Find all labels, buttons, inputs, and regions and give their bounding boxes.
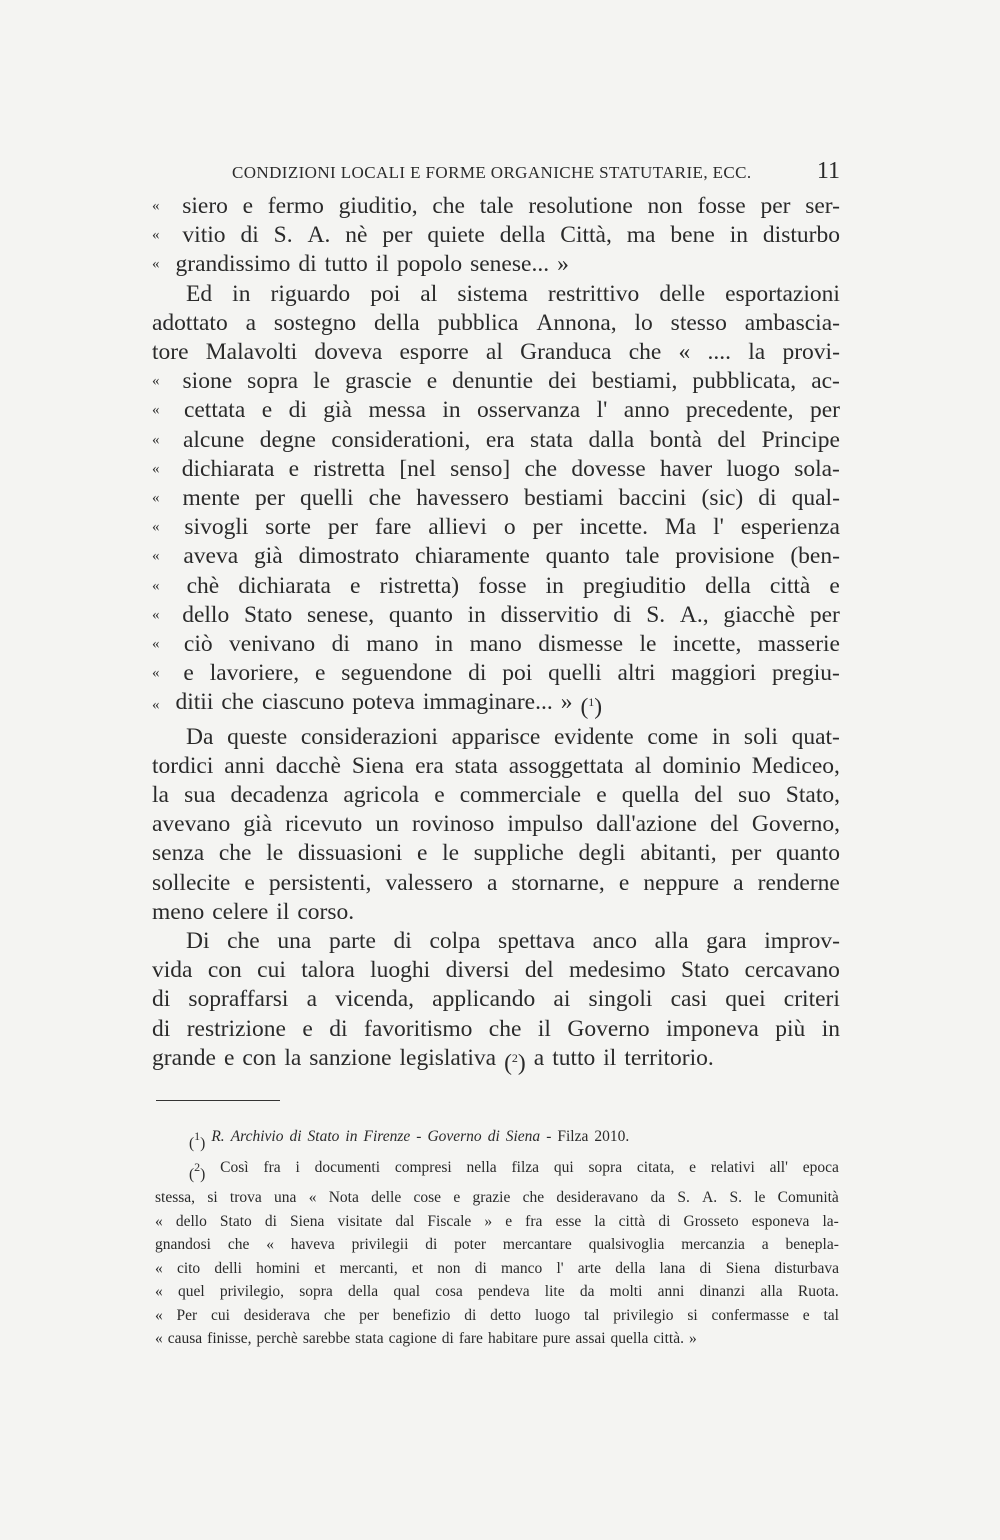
text-line: « mente per quelli che havessero bestiami baccini (sic) di qual- xyxy=(152,485,840,512)
running-head xyxy=(232,158,840,185)
text-line: di restrizione e di favoritismo che il Governo imponeva più in xyxy=(152,1015,840,1042)
text-line: Ed in riguardo poi al sistema restrittivo delle esportazioni xyxy=(186,280,840,307)
text-line: la sua decadenza agricola e commerciale e quella del suo Stato, xyxy=(152,782,840,809)
text-line: grande e con la sanzione legislativa ($^2$) a tutto il territorio. xyxy=(152,1044,714,1076)
footnote-line: ($^1$) R. Archivio di Stato in Firenze - Governo di Siena - Filza 2010. xyxy=(189,1128,630,1152)
running-title: CONDIZIONI LOCALI E FORME ORGANICHE STATUTARIE, ECC. xyxy=(232,163,752,182)
footnote-line: ($^2$) Così fra i documenti compresi nella filza qui sopra citata, e relativi all' epoca xyxy=(189,1158,839,1183)
text-line: « sione sopra le grascie e denuntie dei bestiami, pubblicata, ac- xyxy=(152,368,840,395)
footnote-line: « Per cui desiderava che per benefizio di detto luogo tal privilegio si confermasse e tal xyxy=(155,1306,839,1324)
text-line: Di che una parte di colpa spettava anco alla gara improv- xyxy=(186,928,840,955)
footnote-line: « dello Stato di Siena visitate dal Fiscale » e fra esse la città di Grosseto esponeva la- xyxy=(155,1212,839,1230)
text-line: « cettata e di già messa in osservanza l' anno precedente, per xyxy=(152,397,840,424)
text-line: « sivogli sorte per fare allievi o per incette. Ma l' esperienza xyxy=(152,514,840,541)
footnotes xyxy=(155,1125,839,1351)
text-line: adottato a sostegno della pubblica Annona, lo stesso ambascia- xyxy=(152,309,840,336)
text-line: « ciò venivano di mano in mano dismesse le incette, masserie xyxy=(152,631,840,658)
text-line: tore Malavolti doveva esporre al Granduca che « .... la provi- xyxy=(152,339,840,366)
text-line: « vitio di S. A. nè per quiete della Città, ma bene in disturbo xyxy=(152,222,840,249)
footnote-line: gnandosi che « haveva privilegii di poter mercantare qualsivoglia mercanzia a benepla- xyxy=(155,1236,839,1253)
footnote-line: « cito delli homini et mercanti, et non di manco l' arte della lana di Siena disturbava xyxy=(155,1259,839,1277)
text-line: sollecite e persistenti, valessero a stornarne, e neppure a renderne xyxy=(152,869,840,896)
footnote-separator xyxy=(156,1100,280,1101)
text-line: « dello Stato senese, quanto in disservitio di S. A., giacchè per xyxy=(152,601,840,628)
text-line: di sopraffarsi a vicenda, applicando ai singoli casi quei criteri xyxy=(152,986,840,1013)
text-line: « siero e fermo giuditio, che tale resolutione non fosse per ser- xyxy=(152,193,840,219)
text-line: « e lavoriere, e seguendone di poi quelli altri maggiori pregiu- xyxy=(152,660,840,687)
page-number: 11 xyxy=(816,158,840,184)
text-line: « dichiarata e ristretta [nel senso] che dovesse haver luogo sola- xyxy=(152,455,840,482)
footnote-line: « causa finisse, perchè sarebbe stata cagione di fare habitare pure assai quella città. » xyxy=(155,1330,697,1347)
text-line: « aveva già dimostrato chiaramente quanto tale provisione (ben- xyxy=(152,543,840,570)
footnote-line: « quel privilegio, sopra della qual cosa pendeva lite da molti anni dinanzi alla Ruota. xyxy=(155,1283,839,1300)
text-line: « alcune degne considerationi, era stata dalla bontà del Principe xyxy=(152,426,840,453)
main-text xyxy=(152,192,840,1078)
text-line: « grandissimo di tutto il popolo senese... » xyxy=(152,251,569,278)
footnote-line: stessa, si trova una « Nota delle cose e grazie che desideravano da S. A. S. le Comunità xyxy=(155,1189,839,1206)
text-line: « ditii che ciascuno poteva immaginare... » ($^1$) xyxy=(152,689,603,721)
text-line: meno celere il corso. xyxy=(152,898,355,925)
text-line: senza che le dissuasioni e le suppliche degli abitanti, per quanto xyxy=(152,840,840,867)
text-line: « chè dichiarata e ristretta) fosse in pregiuditio della città e xyxy=(152,572,840,599)
text-line: avevano già ricevuto un rovinoso impulso dall'azione del Governo, xyxy=(152,811,840,838)
text-line: tordici anni dacchè Siena era stata assoggettata al dominio Mediceo, xyxy=(152,752,840,779)
text-line: Da queste considerazioni apparisce evidente come in soli quat- xyxy=(186,723,840,750)
text-line: vida con cui talora luoghi diversi del medesimo Stato cercavano xyxy=(152,957,840,984)
